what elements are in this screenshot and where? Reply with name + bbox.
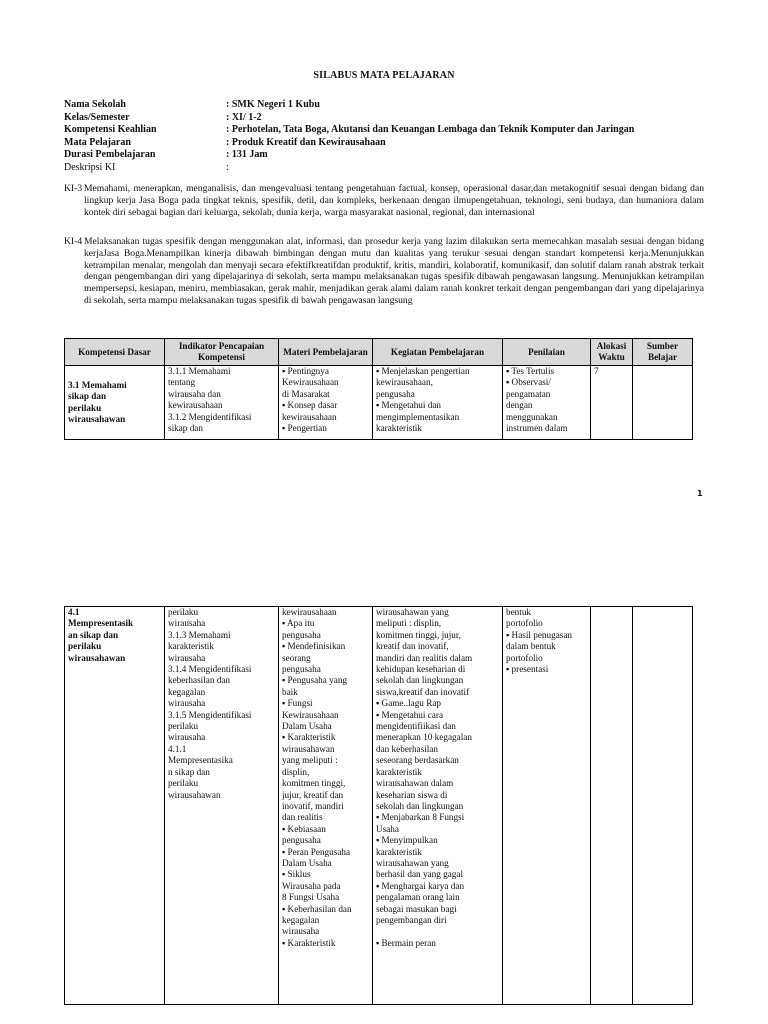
table-cell-materi: ▪ Pentingnya Kewirausahaan di Masarakat ▪ Konsep dasar kewirausahaan ▪ Pengertian: [279, 366, 373, 440]
info-value: :: [226, 161, 229, 173]
col-header: Penilaian: [503, 339, 591, 366]
syllabus-table-page-1: [64, 338, 693, 440]
info-value: : XI/ 1-2: [226, 111, 262, 123]
table-cell-sumber: [633, 607, 693, 1005]
col-header: Kompetensi Dasar: [65, 339, 165, 366]
table-cell-materi: kewirausahaan ▪ Apa itu pengusaha ▪ Mendefinisikan seorang pengusaha ▪ Pengusaha yang baik ▪ Fungsi Kewirausahaan Dalam Usaha ▪ Karakteristik wirausahawan yang meliputi : displin, komitmen tinggi, jujur, kreatif dan inovatif, mandiri dan realitis ▪ Kebiasaan pengusaha ▪ Peran Pengusaha Dalam Usaha ▪ Siklus Wirausaha pada 8 Fungsi Usaha ▪ Keberhasilan dan kegagalan wirausaha ▪ Karakteristik: [279, 607, 373, 1005]
info-label: Kelas/Semester: [64, 111, 130, 123]
col-header: Indikator Pencapaian Kompetensi: [165, 339, 279, 366]
table-cell-kegiatan: ▪ Menjelaskan pengertian kewirausahaan, pengusaha ▪ Mengetahui dan mengimplementasikan karakteristik: [373, 366, 503, 440]
info-row-class: [64, 112, 634, 125]
ki-4-paragraph: [64, 236, 704, 307]
info-label: Kompetensi Keahlian: [64, 124, 157, 136]
ki-label: KI-4: [64, 236, 83, 247]
info-label: Mata Pelajaran: [64, 136, 131, 148]
page-number: 1: [697, 489, 703, 498]
ki-3-paragraph: [64, 183, 704, 218]
col-header: Kegiatan Pembelajaran: [373, 339, 503, 366]
col-header: Alokasi Waktu: [591, 339, 633, 366]
ki-text: Melaksanakan tugas spesifik dengan menggunakan alat, informasi, dan prosedur kerja yang lazim dilakukan serta memecahkan masalah sesuai dengan bidang kerjaJasa Boga.Menampilkan kinerja dibawah bimbingan dengan mutu dan kualitas yang terukur sesuai dengan standart kompetensi kerja.Menunjukkan ketrampilan menalar, mengolah dan menyaji secara efektifkreatifdan produktif, kritis, mandiri, kolaboratif, komunikasif, dan solutif dalam ranah abstrak terkait dengan pengembangan diri yang dipelajarinya di sekolah, serta mampu melaksanakan tugas spesifik dibawah pengawasan langsung. Menunjukkan ketrampilan mempersepsi, kesiapan, meniru, membiasakan, gerak mahir, menjadikan gerak alami dalam ranah konkret terkait dengan pengembangan dari yang dipelajarinya di sekolah, serta mampu melaksanakan tugas spesifik di bawah pengawasan langsung: [84, 236, 704, 306]
info-label: Nama Sekolah: [64, 99, 126, 110]
table-cell-alokasi: [591, 607, 633, 1005]
syllabus-table-page-2: [64, 606, 693, 1005]
document-title: SILABUS MATA PELAJARAN: [313, 70, 455, 81]
table-cell-kd: 4.1 Mempresentasik an sikap dan perilaku wirausahawan: [65, 607, 165, 1005]
table-cell-indikator: perilaku wirausaha 3.1.3 Memahami karakteristik wirausaha 3.1.4 Mengidentifikasi keberhasilan dan kegagalan wirausaha 3.1.5 Mengidentifikasi perilaku wirausaha 4.1.1 Mempresentasika n sikap dan perilaku wirausahawan: [165, 607, 279, 1005]
table-cell-alokasi: 7: [591, 366, 633, 440]
table-cell-indikator: 3.1.1 Memahami tentang wirausaha dan kewirausahaan 3.1.2 Mengidentifikasi sikap dan: [165, 366, 279, 440]
table-row: [65, 607, 693, 1005]
ki-text: Memahami, menerapkan, menganalisis, dan mengevaluasi tentang pengetahuan factual, konsep, operasional dasar,dan metakognitif sesuai dengan bidang dan lingkup kerja Jasa Boga pada tingkat teknis, spesifik, detil, dan kompleks, berkenaan dengan ilmupengetahuan, teknologi, seni budaya, dan humaniora dalam kontek diri sebagai bagian dari keluarga, sekolah, dunia kerja, warga masyarakat nasional, regional, dan internasional: [84, 183, 704, 218]
ki-label: KI-3: [64, 183, 83, 194]
table-row: [65, 366, 693, 440]
info-row-competency: [64, 124, 634, 137]
school-info: [64, 99, 634, 175]
info-value: : Produk Kreatif dan Kewirausahaan: [226, 136, 386, 148]
info-label: Durasi Pembelajaran: [64, 149, 156, 161]
info-row-school: [64, 99, 634, 112]
info-value: : Perhotelan, Tata Boga, Akutansi dan Keuangan Lembaga dan Teknik Komputer dan Jaringan: [226, 124, 635, 136]
table-cell-kegiatan: wirausahawan yang meliputi : displin, komitmen tinggi, jujur, kreatif dan inovatif, mandiri dan realitis dalam kehidupan keseharian di sekolah dan lingkungan siswa,kreatif dan inovatif ▪ Game..lagu Rap ▪ Mengetahui cara mengidentifiikasi dan menerapkan 10 kegagalan dan keberhasilan seseorang berdasarkan karakteristik wirausahawan dalam keseharian siswa di sekolah dan lingkungan ▪ Menjabarkan 8 Fungsi Usaha ▪ Menyimpulkan karakteristik wirausahawan yang berhasil dan yang gagal ▪ Menghargai karya dan pengalaman orang lain sebagai masukan bagi pengembangan diri ▪ Bermain peran: [373, 607, 503, 1005]
info-row-duration: [64, 149, 634, 162]
document-page-2: [0, 520, 768, 1024]
table-cell-penilaian: bentuk portofolio ▪ Hasil penugasan dalam bentuk portofolio ▪ presentasi: [503, 607, 591, 1005]
col-header: Sumber Belajar: [633, 339, 693, 366]
info-label: Deskripsi KI: [64, 161, 116, 173]
col-header: Materi Pembelajaran: [279, 339, 373, 366]
table-cell-kd: 3.1 Memahami sikap dan perilaku wirausahawan: [65, 366, 165, 440]
table-cell-sumber: [633, 366, 693, 440]
info-row-description: [64, 162, 634, 175]
info-row-subject: [64, 137, 634, 150]
table-cell-penilaian: ▪ Tes Tertulis ▪ Observasi/ pengamatan dengan menggunakan instrumen dalam: [503, 366, 591, 440]
table-header-row: [65, 339, 693, 366]
info-value: : SMK Negeri 1 Kubu: [226, 99, 320, 110]
info-value: : 131 Jam: [226, 149, 268, 161]
